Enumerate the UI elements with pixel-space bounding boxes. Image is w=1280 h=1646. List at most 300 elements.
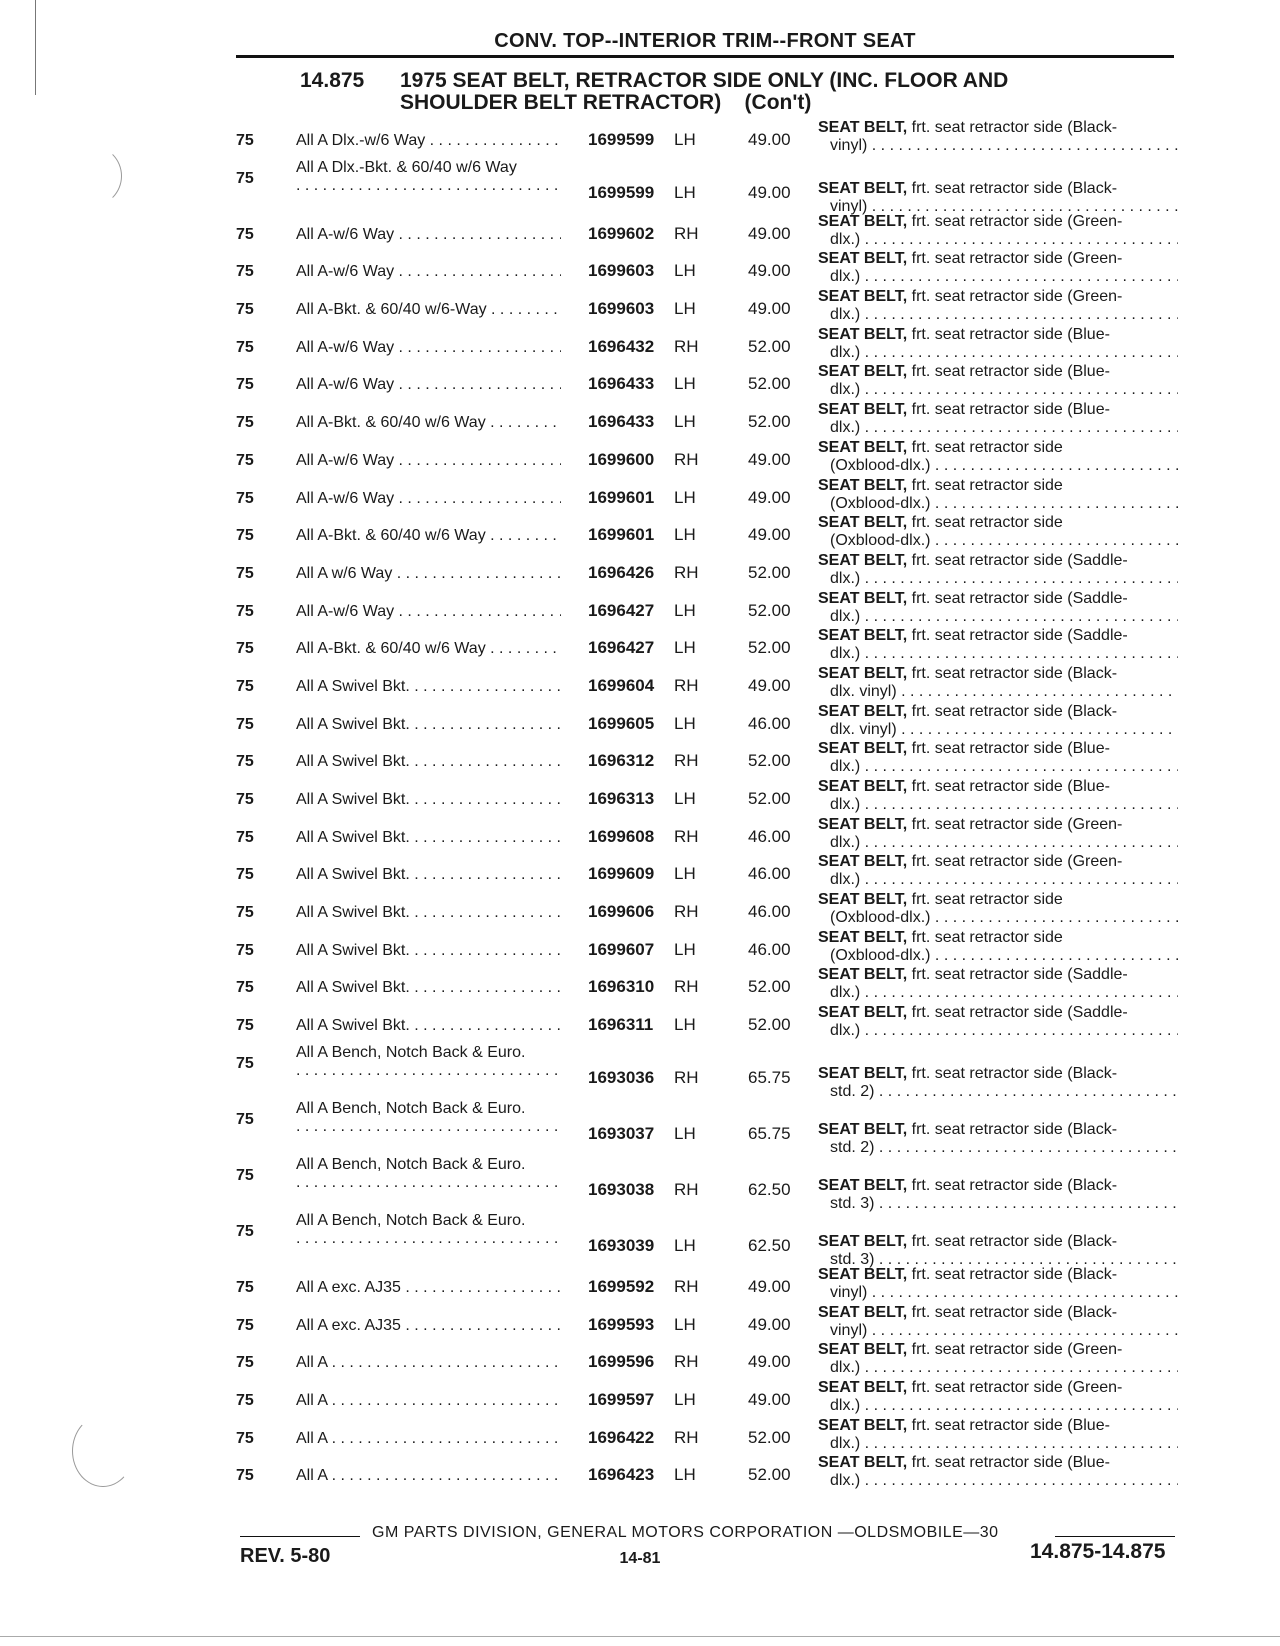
model-cell: All A-w/6 Way . . . <box>296 376 561 394</box>
description-cell <box>818 853 1178 889</box>
table-row <box>236 1209 1196 1268</box>
table-row <box>236 664 1196 702</box>
model-cell: All A-w/6 Way . . . <box>296 603 561 621</box>
section-range: 14.875-14.875 <box>1030 1540 1166 1563</box>
price-cell: 49.00 <box>748 449 791 469</box>
part-number-cell: 1699599 <box>588 182 655 202</box>
description-line-1: frt. seat retractor side (Green- <box>907 1378 1123 1396</box>
description-line-2: vinyl) . . . <box>818 1322 1178 1340</box>
table-row <box>236 1303 1196 1341</box>
side-cell: RH <box>674 977 699 997</box>
description-cell <box>818 477 1178 513</box>
price-cell: 52.00 <box>748 1427 791 1447</box>
part-number-cell: 1699592 <box>588 1276 655 1296</box>
description-heading: SEAT BELT, <box>818 1232 908 1250</box>
binder-hole-mark <box>60 145 122 207</box>
page-header: CONV. TOP--INTERIOR TRIM--FRONT SEAT <box>494 30 916 52</box>
description-heading: SEAT BELT, <box>818 325 908 343</box>
table-row <box>236 476 1196 514</box>
page-number: 14-81 <box>619 1550 661 1567</box>
description-line-2: dlx.) . . . <box>818 796 1178 814</box>
description-line-1: frt. seat retractor side (Blue- <box>907 778 1110 795</box>
part-number-cell: 1696433 <box>588 374 655 394</box>
description-line-1: frt. seat retractor side (Saddle- <box>907 589 1128 607</box>
description-heading: SEAT BELT, <box>818 1303 908 1321</box>
table-row <box>236 1003 1196 1041</box>
description-line-2: std. 3) . . . <box>818 1195 1178 1213</box>
description-heading: SEAT BELT, <box>818 664 908 682</box>
side-cell: LH <box>674 130 696 149</box>
side-cell: RH <box>674 826 699 846</box>
side-cell: LH <box>674 1015 696 1035</box>
leader-dots <box>296 1174 561 1192</box>
year-cell: 75 <box>236 489 254 507</box>
model-cell: All A Bench, Notch Back & Euro. <box>296 1099 526 1117</box>
revision-label: REV. 5-80 <box>240 1545 331 1567</box>
description-line-1: frt. seat retractor side (Green- <box>907 815 1123 833</box>
side-cell: RH <box>674 1067 699 1087</box>
year-cell: 75 <box>236 132 254 149</box>
description-line-2: dlx.) . . . <box>818 871 1178 889</box>
side-cell: LH <box>674 600 696 620</box>
price-cell: 52.00 <box>748 374 791 394</box>
side-cell: LH <box>674 1123 696 1143</box>
table-row <box>236 438 1196 476</box>
price-cell: 52.00 <box>748 412 791 432</box>
price-cell: 49.00 <box>748 130 791 149</box>
description-cell <box>818 816 1178 852</box>
side-cell: LH <box>674 864 696 884</box>
side-cell: LH <box>674 638 696 658</box>
description-line-1: frt. seat retractor side (Black- <box>907 179 1118 197</box>
price-cell: 49.00 <box>748 299 791 319</box>
year-cell: 75 <box>236 169 254 187</box>
price-cell: 52.00 <box>748 789 791 808</box>
side-cell: RH <box>674 336 699 356</box>
description-line-2: dlx.) . . . <box>818 758 1178 776</box>
description-cell <box>818 180 1178 216</box>
description-heading: SEAT BELT, <box>818 514 908 532</box>
description-heading: SEAT BELT, <box>818 401 908 419</box>
price-cell: 46.00 <box>748 713 791 733</box>
description-line-1: frt. seat retractor side (Blue- <box>907 325 1110 343</box>
model-cell: All A Swivel Bkt. . . . <box>296 942 561 960</box>
parts-list <box>236 118 1196 1491</box>
price-cell: 52.00 <box>748 977 791 997</box>
side-cell: LH <box>674 1389 696 1409</box>
description-line-1: frt. seat retractor side (Saddle- <box>907 627 1128 645</box>
description-cell <box>818 778 1178 814</box>
model-cell: All A-w/6 Way . . . <box>296 263 561 281</box>
description-line-1: frt. seat retractor side <box>907 476 1063 494</box>
year-cell: 75 <box>236 1354 254 1372</box>
description-line-1: frt. seat retractor side (Black- <box>907 1265 1118 1283</box>
description-cell <box>818 213 1178 249</box>
price-cell: 52.00 <box>748 1465 791 1485</box>
description-line-1: frt. seat retractor side (Saddle- <box>907 966 1128 984</box>
table-row <box>236 890 1196 928</box>
part-number-cell: 1696313 <box>588 789 655 808</box>
table-row <box>236 1416 1196 1454</box>
description-line-2: (Oxblood-dlx.) . . . <box>818 947 1178 965</box>
table-row <box>236 551 1196 589</box>
description-line-1: frt. seat retractor side (Saddle- <box>907 551 1128 569</box>
description-heading: SEAT BELT, <box>818 1004 908 1022</box>
side-cell: RH <box>674 1427 699 1447</box>
description-heading: SEAT BELT, <box>818 212 908 230</box>
table-row <box>236 513 1196 551</box>
part-number-cell: 1699607 <box>588 939 655 959</box>
model-cell: All A-Bkt. & 60/40 w/6-Way . . . <box>296 301 561 319</box>
year-cell: 75 <box>236 677 254 695</box>
description-cell <box>818 552 1178 588</box>
side-cell: LH <box>674 487 696 507</box>
price-cell: 49.00 <box>748 1352 791 1372</box>
part-number-cell: 1696310 <box>588 977 655 997</box>
description-line-1: frt. seat retractor side (Green- <box>907 250 1123 268</box>
description-line-1: frt. seat retractor side (Green- <box>907 288 1123 306</box>
description-cell <box>818 250 1178 286</box>
part-number-cell: 1699593 <box>588 1314 655 1334</box>
part-number-cell: 1699596 <box>588 1352 655 1372</box>
part-number-cell: 1699597 <box>588 1389 655 1409</box>
description-heading: SEAT BELT, <box>818 551 908 569</box>
description-line-2: (Oxblood-dlx.) . . . <box>818 495 1178 513</box>
price-cell: 49.00 <box>748 182 791 202</box>
price-cell: 49.00 <box>748 1314 791 1334</box>
description-cell <box>818 326 1178 362</box>
description-line-1: frt. seat retractor side (Black- <box>907 664 1118 682</box>
side-cell: LH <box>674 412 696 432</box>
description-line-2: vinyl) . . . <box>818 1284 1178 1302</box>
year-cell: 75 <box>236 1316 254 1334</box>
description-heading: SEAT BELT, <box>818 1416 908 1434</box>
leader-dots <box>296 1118 561 1136</box>
year-cell: 75 <box>236 1110 254 1128</box>
model-cell: All A w/6 Way . . . <box>296 565 561 583</box>
year-cell: 75 <box>236 866 254 884</box>
header-rule <box>236 55 1174 58</box>
table-row <box>236 965 1196 1003</box>
description-heading: SEAT BELT, <box>818 250 908 268</box>
description-line-1: frt. seat retractor side (Black- <box>907 1303 1118 1321</box>
section-title <box>300 70 1160 114</box>
description-heading: SEAT BELT, <box>818 1265 908 1283</box>
description-line-2: dlx.) . . . <box>818 1435 1178 1453</box>
description-heading: SEAT BELT, <box>818 627 908 645</box>
year-cell: 75 <box>236 1054 254 1072</box>
year-cell: 75 <box>236 451 254 469</box>
description-line-1: frt. seat retractor side (Black- <box>907 1120 1118 1138</box>
model-cell: All A Swivel Bkt. . . . <box>296 753 561 771</box>
part-number-cell: 1696427 <box>588 638 655 658</box>
model-cell: All A-w/6 Way . . . <box>296 452 561 470</box>
description-cell <box>818 1379 1178 1415</box>
description-heading: SEAT BELT, <box>818 815 908 833</box>
price-cell: 52.00 <box>748 600 791 620</box>
side-cell: LH <box>674 525 696 545</box>
description-line-1: frt. seat retractor side (Green- <box>907 1341 1123 1359</box>
description-cell <box>818 439 1178 475</box>
model-cell: All A Swivel Bkt. . . . <box>296 716 561 734</box>
description-line-2: dlx.) . . . <box>818 984 1178 1002</box>
part-number-cell: 1696422 <box>588 1427 655 1447</box>
table-row <box>236 815 1196 853</box>
description-line-1: frt. seat retractor side (Blue- <box>907 401 1110 419</box>
part-number-cell: 1699609 <box>588 864 655 884</box>
price-cell: 52.00 <box>748 562 791 582</box>
table-row <box>236 1378 1196 1416</box>
price-cell: 49.00 <box>748 1389 791 1409</box>
description-line-1: frt. seat retractor side (Blue- <box>907 363 1110 381</box>
table-row <box>236 1153 1196 1212</box>
footer-rule-right <box>1055 1536 1175 1537</box>
description-cell <box>818 401 1178 437</box>
year-cell: 75 <box>236 941 254 959</box>
description-line-1: frt. seat retractor side (Black- <box>907 1232 1118 1250</box>
price-cell: 49.00 <box>748 525 791 545</box>
description-line-1: frt. seat retractor side (Black- <box>907 702 1118 720</box>
description-heading: SEAT BELT, <box>818 1454 908 1472</box>
description-line-1: frt. seat retractor side <box>907 514 1063 532</box>
table-row <box>236 400 1196 438</box>
year-cell: 75 <box>236 791 254 808</box>
description-heading: SEAT BELT, <box>818 1064 908 1082</box>
description-cell <box>818 514 1178 550</box>
description-line-2: dlx.) . . . <box>818 268 1178 286</box>
price-cell: 62.50 <box>748 1179 791 1199</box>
side-cell: RH <box>674 1179 699 1199</box>
description-heading: SEAT BELT, <box>818 179 908 197</box>
description-heading: SEAT BELT, <box>818 740 908 758</box>
description-heading: SEAT BELT, <box>818 891 908 909</box>
description-line-1: frt. seat retractor side (Black- <box>907 1064 1118 1082</box>
description-cell <box>818 740 1178 776</box>
table-row <box>236 626 1196 664</box>
year-cell: 75 <box>236 376 254 394</box>
year-cell: 75 <box>236 1017 254 1035</box>
model-cell: All A-Bkt. & 60/40 w/6 Way . . . <box>296 640 561 658</box>
section-title-line-2: SHOULDER BELT RETRACTOR) (Con't) <box>400 91 812 114</box>
year-cell: 75 <box>236 1278 254 1296</box>
table-row <box>236 156 1196 215</box>
leader-dots <box>296 177 561 195</box>
description-line-2: (Oxblood-dlx.) . . . <box>818 532 1178 550</box>
description-cell <box>818 966 1178 1002</box>
footer-publisher: GM PARTS DIVISION, GENERAL MOTORS CORPORATION —OLDSMOBILE—30 <box>372 1524 999 1541</box>
description-line-1: frt. seat retractor side (Blue- <box>907 1454 1110 1472</box>
model-cell: All A-w/6 Way . . . <box>296 339 561 357</box>
description-heading: SEAT BELT, <box>818 438 908 456</box>
part-number-cell: 1699602 <box>588 223 655 243</box>
part-number-cell: 1699601 <box>588 525 655 545</box>
description-heading: SEAT BELT, <box>818 1120 908 1138</box>
description-line-2: dlx.) . . . <box>818 1359 1178 1377</box>
year-cell: 75 <box>236 1166 254 1184</box>
description-cell <box>818 590 1178 626</box>
table-row <box>236 777 1196 815</box>
part-number-cell: 1696311 <box>588 1015 654 1035</box>
side-cell: LH <box>674 299 696 319</box>
year-cell: 75 <box>236 225 254 243</box>
part-number-cell: 1699604 <box>588 675 655 695</box>
description-line-1: frt. seat retractor side (Blue- <box>907 740 1110 758</box>
description-line-2: (Oxblood-dlx.) . . . <box>818 909 1178 927</box>
description-line-2: vinyl) . . . <box>818 137 1178 155</box>
description-cell <box>818 1266 1178 1302</box>
part-number-cell: 1696432 <box>588 336 655 356</box>
description-heading: SEAT BELT, <box>818 363 908 381</box>
description-cell <box>818 1341 1178 1377</box>
model-cell: All A Bench, Notch Back & Euro. <box>296 1211 526 1229</box>
description-heading: SEAT BELT, <box>818 702 908 720</box>
scan-edge-line <box>0 1636 1280 1637</box>
part-number-cell: 1696423 <box>588 1465 655 1485</box>
description-cell <box>818 1004 1178 1040</box>
description-cell <box>818 703 1178 739</box>
description-cell <box>818 1454 1178 1490</box>
year-cell: 75 <box>236 1429 254 1447</box>
footer-rule-left <box>240 1536 360 1537</box>
price-cell: 49.00 <box>748 1276 791 1296</box>
price-cell: 49.00 <box>748 261 791 281</box>
left-margin-mark <box>35 0 36 95</box>
price-cell: 52.00 <box>748 1015 791 1035</box>
description-line-2: dlx.) . . . <box>818 1022 1178 1040</box>
part-number-cell: 1696433 <box>588 412 655 432</box>
part-number-cell: 1699603 <box>588 261 655 281</box>
description-heading: SEAT BELT, <box>818 589 908 607</box>
table-row <box>236 1340 1196 1378</box>
model-cell: All A . . . <box>296 1467 561 1485</box>
price-cell: 52.00 <box>748 336 791 356</box>
description-heading: SEAT BELT, <box>818 476 908 494</box>
part-number-cell: 1693038 <box>588 1179 655 1199</box>
part-number-cell: 1699600 <box>588 449 655 469</box>
price-cell: 46.00 <box>748 826 791 846</box>
side-cell: LH <box>674 374 696 394</box>
description-line-2: dlx.) . . . <box>818 570 1178 588</box>
description-cell <box>818 363 1178 399</box>
description-heading: SEAT BELT, <box>818 966 908 984</box>
table-row <box>236 852 1196 890</box>
description-line-2: vinyl) . . . <box>818 198 1178 216</box>
description-line-2: dlx.) . . . <box>818 645 1178 663</box>
table-row <box>236 1041 1196 1100</box>
price-cell: 49.00 <box>748 487 791 507</box>
price-cell: 62.50 <box>748 1235 791 1255</box>
description-line-1: frt. seat retractor side <box>907 891 1063 909</box>
description-line-2: dlx.) . . . <box>818 419 1178 437</box>
description-line-2: dlx. vinyl) . . . <box>818 683 1178 701</box>
description-line-2: dlx.) . . . <box>818 834 1178 852</box>
description-heading: SEAT BELT, <box>818 1378 908 1396</box>
description-line-2: dlx.) . . . <box>818 344 1178 362</box>
part-number-cell: 1693036 <box>588 1067 655 1087</box>
model-cell: All A-Bkt. & 60/40 w/6 Way . . . <box>296 527 561 545</box>
description-cell <box>818 119 1178 155</box>
year-cell: 75 <box>236 753 254 771</box>
side-cell: LH <box>674 1235 696 1255</box>
part-number-cell: 1699603 <box>588 299 655 319</box>
side-cell: LH <box>674 261 696 281</box>
description-heading: SEAT BELT, <box>818 1341 908 1359</box>
side-cell: RH <box>674 449 699 469</box>
price-cell: 49.00 <box>748 675 791 695</box>
description-heading: SEAT BELT, <box>818 119 908 136</box>
price-cell: 46.00 <box>748 864 791 884</box>
part-number-cell: 1693037 <box>588 1123 655 1143</box>
side-cell: RH <box>674 675 699 695</box>
part-number-cell: 1696427 <box>588 600 655 620</box>
price-cell: 49.00 <box>748 223 791 243</box>
price-cell: 52.00 <box>748 751 791 771</box>
year-cell: 75 <box>236 263 254 281</box>
description-line-2: std. 2) . . . <box>818 1083 1178 1101</box>
model-cell: All A Swivel Bkt. . . . <box>296 866 561 884</box>
price-cell: 46.00 <box>748 902 791 922</box>
side-cell: LH <box>674 713 696 733</box>
side-cell: LH <box>674 1314 696 1334</box>
model-cell: All A Dlx.-Bkt. & 60/40 w/6 Way <box>296 158 517 176</box>
year-cell: 75 <box>236 715 254 733</box>
part-number-cell: 1699601 <box>588 487 655 507</box>
table-row <box>236 739 1196 777</box>
side-cell: LH <box>674 1465 696 1485</box>
model-cell: All A Swivel Bkt. . . . <box>296 979 561 997</box>
year-cell: 75 <box>236 904 254 922</box>
model-cell: All A Swivel Bkt. . . . <box>296 678 561 696</box>
table-row <box>236 362 1196 400</box>
description-line-1: frt. seat retractor side (Black- <box>907 1176 1118 1194</box>
table-row <box>236 287 1196 325</box>
model-cell: All A-w/6 Way . . . <box>296 226 561 244</box>
year-cell: 75 <box>236 1222 254 1240</box>
description-line-1: frt. seat retractor side (Green- <box>907 212 1123 230</box>
model-cell: All A Swivel Bkt. . . . <box>296 791 561 809</box>
table-row <box>236 325 1196 363</box>
description-line-2: dlx.) . . . <box>818 1397 1178 1415</box>
description-heading: SEAT BELT, <box>818 853 908 871</box>
description-cell <box>818 288 1178 324</box>
description-line-1: frt. seat retractor side (Saddle- <box>907 1004 1128 1022</box>
table-row <box>236 702 1196 740</box>
price-cell: 52.00 <box>748 638 791 658</box>
description-cell <box>818 1417 1178 1453</box>
description-line-1: frt. seat retractor side (Black- <box>907 119 1118 136</box>
section-title-line-1: 1975 SEAT BELT, RETRACTOR SIDE ONLY (INC. FLOOR AND <box>400 69 1009 92</box>
model-cell: All A exc. AJ35 . . . <box>296 1279 561 1297</box>
description-cell <box>818 1233 1178 1269</box>
description-line-1: frt. seat retractor side <box>907 928 1063 946</box>
description-line-1: frt. seat retractor side (Green- <box>907 853 1123 871</box>
part-number-cell: 1699608 <box>588 826 655 846</box>
description-cell <box>818 891 1178 927</box>
table-row <box>236 1453 1196 1491</box>
leader-dots <box>296 1230 561 1248</box>
description-line-1: frt. seat retractor side (Blue- <box>907 1416 1110 1434</box>
table-row <box>236 118 1196 156</box>
model-cell: All A Bench, Notch Back & Euro. <box>296 1043 526 1061</box>
table-row <box>236 249 1196 287</box>
model-cell: All A Bench, Notch Back & Euro. <box>296 1155 526 1173</box>
model-cell: All A Dlx.-w/6 Way . . . <box>296 132 561 150</box>
side-cell: LH <box>674 182 696 202</box>
year-cell: 75 <box>236 979 254 997</box>
model-cell: All A Swivel Bkt. . . . <box>296 829 561 847</box>
description-line-2: dlx.) . . . <box>818 1472 1178 1490</box>
side-cell: RH <box>674 1352 699 1372</box>
